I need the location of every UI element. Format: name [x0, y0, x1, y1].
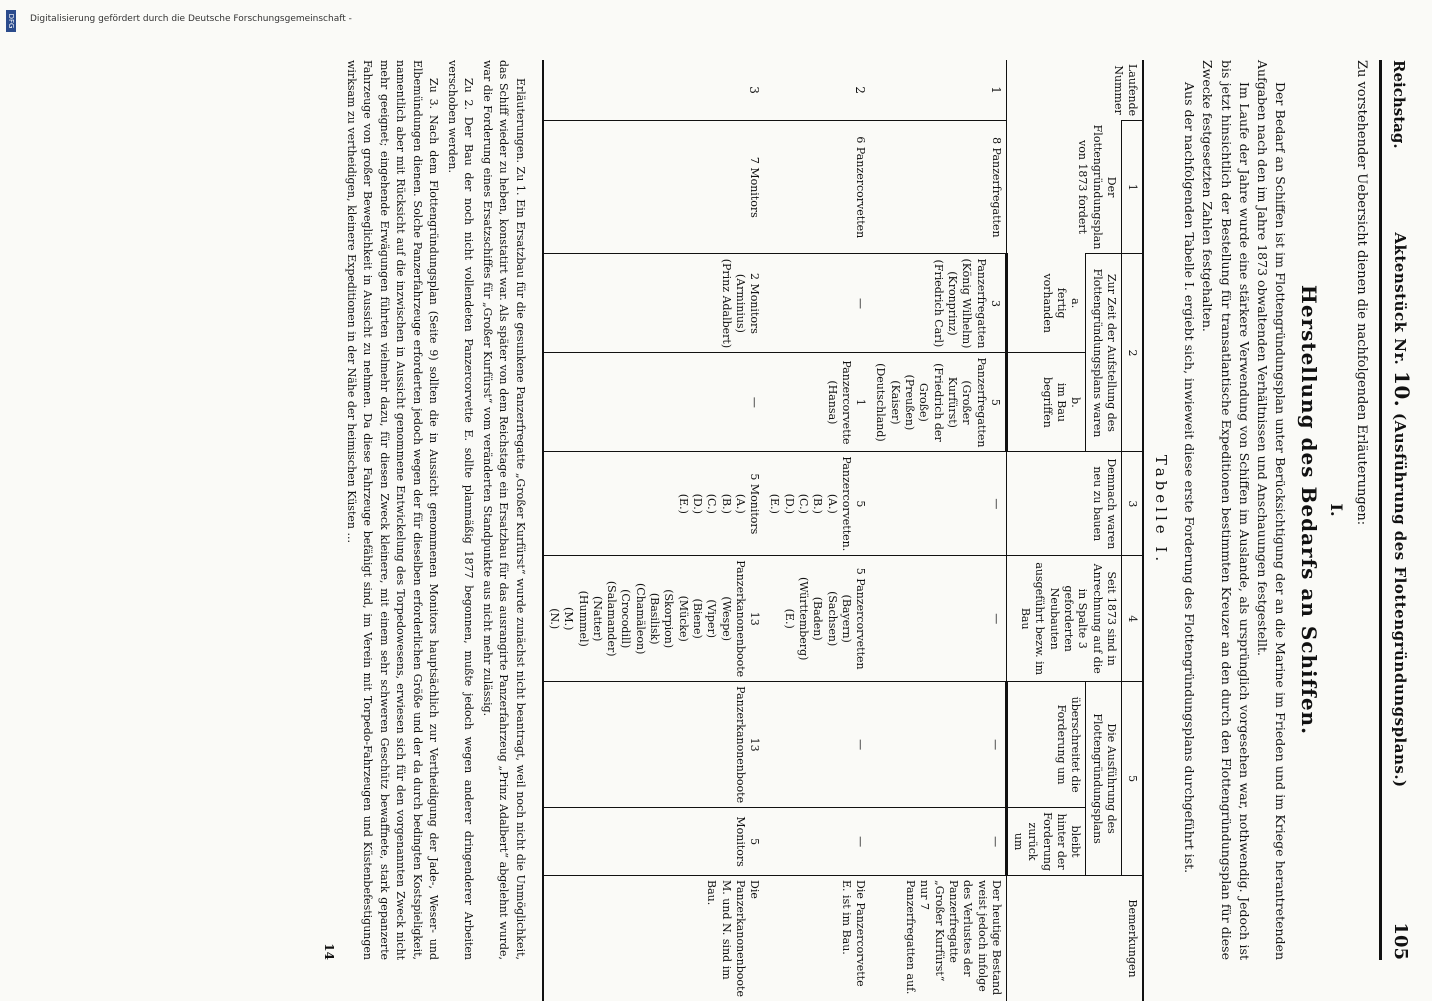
header-col1: Der Flottengründungsplan von 1873 fordert: [1006, 121, 1121, 254]
cell-line: (Chamäleon): [633, 583, 647, 655]
note-paragraph: Zu 3. Nach dem Flottengründungsplan (Seite 9) sollten die in Aussicht genommenen Monitors hauptsächlich zur Vertheidigung der Jade-, Weser- und Elbemündungen dienen. Solche Panzerfahrzeuge erforderten jedoch wegen der für dieselben erforderlichen Größe und der da durch bedingten Kostspieligkeit, namentlich aber mit Rücksicht auf die inzwischen in Aussicht genommene Entwickelung des Torpedowesens, erwiesen sich für den vorgenannten Zweck nicht mehr geeignet; eingehende Erwägungen führten vielmehr dazu, für diesen Zweck kleinere, mit einem sehr schweren Geschütz bewaffnete, stark gepanzerte Fahrzeuge von großer Beweglichkeit in Aussicht zu nehmen. Da diese Fahrzeuge befähigt sind, im Verein mit Torpedo-Fahrzeugen und Küstenbefestigungen wirksam zu vertheidigen, kleinere Expeditionen in der Nähe der heimischen Küsten ...: [344, 60, 441, 960]
section-number: I.: [1327, 503, 1346, 517]
cell-line: —: [748, 396, 762, 408]
cell-under-construction: [870, 353, 1006, 452]
cell-exceeds: —: [764, 682, 870, 808]
table-row: [543, 60, 764, 1001]
cell-to-build: [543, 452, 764, 556]
cell-demand: 6 Panzercorvetten: [764, 121, 870, 254]
cell-line: (Deutschland): [874, 363, 888, 442]
header-col2: Zur Zeit der Aufstellung des Flottengründungsplans waren: [1086, 254, 1122, 452]
cell-line: (Prinz Adalbert): [719, 258, 733, 349]
header-col2a-label: a.: [1069, 298, 1083, 309]
cell-under-construction: [543, 353, 764, 452]
cell-line: (König Wilhelm): [960, 258, 974, 349]
cell-falls-short: 5 Monitors: [543, 808, 764, 876]
header-col3: Demnach waren neu zu bauen: [1006, 452, 1121, 556]
running-header: [1384, 60, 1418, 960]
cell-line: (Sachsen): [825, 591, 839, 647]
cell-line: (N.): [547, 608, 561, 630]
cell-line: (Friedrich Carl): [931, 259, 945, 348]
cell-line: (A.): [825, 493, 839, 514]
cell-remarks: Der heutige Bestand weist jedoch infolge des Verlustes der Panzerfregatte „Großer Kurfürst“ nur 7 Panzerfregatten auf.: [870, 876, 1006, 1001]
colnum-3: 3: [1121, 452, 1143, 556]
cell-line: (B.): [719, 493, 733, 514]
cell-demand: 8 Panzerfregatten: [870, 121, 1006, 254]
footer-page-number: 14: [322, 943, 337, 960]
cell-under-construction: [764, 353, 870, 452]
cell-line: (Wespe): [719, 596, 733, 642]
cell-line: 3 Panzerfregatten: [974, 258, 1002, 349]
cell-line: (Arminius): [733, 273, 747, 333]
cell-line: (Württemberg): [797, 576, 811, 661]
cell-line: 5 Panzerfregatten: [974, 357, 1002, 448]
cell-to-build: [764, 452, 870, 556]
cell-line: (D.): [690, 493, 704, 515]
cell-line: (D.): [782, 493, 796, 515]
colnum-5: 5: [1121, 682, 1143, 876]
header-col2b: [1006, 353, 1085, 452]
notes: [342, 60, 528, 960]
cell-existing: [870, 254, 1006, 353]
table-label: Tabelle I.: [1152, 454, 1171, 566]
cell-remarks: Die Panzerkanonenboote M. und N. sind im Bau.: [543, 876, 764, 1001]
header-col5a: überschreitet die Forderung um: [1006, 682, 1085, 808]
cell-line: (Basilisk): [648, 592, 662, 645]
colnum-4: 4: [1121, 556, 1143, 682]
cell-line: (Salamander): [605, 580, 619, 657]
note-paragraph: Erläuterungen. Zu 1. Ein Ersatzbau für die gesunkene Panzerfregatte „Großer Kurfürst“ wurde zunächst nicht beantragt, weil noch nicht die Unmöglichkeit, das Schiff wieder zu heben, konstatirt war. Als später von dem Reichstage ein Ersatzbau für das ausrangirte Panzerfahrzeug „Prinz Adalbert“ abgelehnt wurde, war die Forderung eines Ersatzschiffes für „Großer Kurfürst“ vom veränderten Standpunkte aus nicht mehr zulässig.: [480, 60, 527, 960]
header-rule: [1379, 60, 1382, 960]
row-number: 1: [988, 86, 1003, 94]
cell-line: (Biene): [690, 598, 704, 639]
header-center-prefix: Aktenstück Nr.: [1391, 232, 1409, 366]
cell-exceeds: —: [870, 682, 1006, 808]
note-paragraph: Zu 2. Der Bau der noch nicht vollendeten Panzercorvette E. sollte planmäßig 1877 begonnen, mußte jedoch wegen anderer dringenderer Arbeiten verschoben werden.: [445, 60, 476, 960]
paragraph: Der Bedarf an Schiffen ist im Flottengründungsplan unter Berücksichtigung der an die Marine im Frieden und im Kriege herantretenden Aufgaben nach den im Jahre 1873 obwaltenden Verhältnissen und Anschauungen festgestellt.: [1254, 60, 1288, 960]
cell-existing: [764, 254, 870, 353]
header-col2b-text: im Bau begriffen: [1040, 377, 1069, 428]
header-left: Reichstag.: [1390, 60, 1408, 149]
paragraph: Im Laufe der Jahre wurde eine stärkere Verwendung von Schiffen im Auslande, als ursprünglich vorgesehen war, nothwendig. Jedoch ist bis jetzt hinsichtlich der Bestellung für transatlantische Expeditionen bestimmten Kreuzer an den durch den Flottengründungsplan für diese Zwecke festgesetzten Zahlen festgehalten.: [1200, 60, 1252, 960]
cell-line: (E.): [676, 493, 690, 514]
section-title: Herstellung des Bedarfs an Schiffen.: [1297, 284, 1321, 736]
cell-built-since-1873: [870, 556, 1006, 682]
cell-line: 1 Panzercorvette: [839, 360, 868, 445]
cell-line: (C.): [797, 493, 811, 514]
header-center-number: 10.: [1390, 370, 1414, 408]
cell-line: (Mücke): [676, 595, 690, 642]
cell-line: 13 Panzerkanonenboote: [733, 560, 762, 678]
cell-line: (Hummel): [576, 590, 590, 647]
cell-line: (Viper): [705, 599, 719, 639]
header-col2a-text: fertig vorhanden: [1040, 273, 1069, 333]
cell-line: 5 Panzercorvetten.: [839, 456, 868, 552]
cell-exceeds: 13 Panzerkanonenboote: [543, 682, 764, 808]
cell-line: (Kaiser): [888, 380, 902, 425]
cell-line: (M.): [562, 607, 576, 631]
cell-line: —: [989, 498, 1003, 510]
table-body: [543, 60, 1007, 1001]
dfg-logo: DFG: [6, 10, 16, 32]
cell-to-build: [870, 452, 1006, 556]
row-number: 3: [543, 60, 764, 121]
cell-built-since-1873: [543, 556, 764, 682]
header-center-suffix: (Ausführung des Flottengründungsplans.): [1391, 413, 1409, 788]
header-col2a: [1006, 254, 1085, 353]
cell-line: (Hansa): [825, 380, 839, 425]
intro-text: Zu vorstehender Uebersicht dienen die nachfolgenden Erläuterungen:: [1354, 60, 1369, 526]
header-center: [1384, 232, 1414, 787]
cell-line: —: [989, 613, 1003, 625]
cell-line: (Crocodill): [619, 589, 633, 649]
header-bemerkungen: Bemerkungen: [1006, 876, 1143, 1001]
cell-existing: [543, 254, 764, 353]
cell-line: (B.): [811, 493, 825, 514]
cell-demand: 7 Monitors: [543, 121, 764, 254]
header-col5b: bleibt hinter der Forderung zurück um: [1006, 808, 1085, 876]
cell-line: (Natter): [590, 596, 604, 642]
cell-line: (Friedrich der Große): [917, 363, 945, 442]
cell-line: (Baden): [811, 596, 825, 641]
cell-line: (Kronprinz): [945, 271, 959, 336]
cell-falls-short: —: [764, 808, 870, 876]
page-number: 105: [1390, 922, 1411, 960]
cell-line: 2 Monitors: [748, 272, 762, 334]
header-col2b-label: b.: [1069, 397, 1083, 408]
cell-line: (Großer Kurfürst): [945, 376, 974, 428]
cell-line: —: [854, 297, 868, 309]
cell-line: (A.): [733, 493, 747, 514]
cell-remarks: Die Panzercorvette E. ist im Bau.: [764, 876, 870, 1001]
ships-table: [542, 60, 1145, 1001]
header-col4: Seit 1873 sind in Anrechnung auf die in Spalte 3 geforderten Neubauten ausgeführt bezw. im Bau: [1006, 556, 1121, 682]
cell-line: (E.): [782, 608, 796, 629]
paragraph: Aus der nachfolgenden Tabelle I. ergiebt sich, inwieweit diese erste Forderung des Flottengründungsplans durchgeführt ist.: [1182, 82, 1198, 874]
cell-line: 5 Panzercorvetten: [854, 567, 868, 670]
cell-built-since-1873: [764, 556, 870, 682]
cell-line: (Preußen): [903, 374, 917, 431]
colnum-1: 1: [1121, 121, 1143, 254]
header-lfd: Laufende Nummer: [1006, 60, 1143, 121]
cell-falls-short: —: [870, 808, 1006, 876]
row-number: 2: [853, 86, 868, 94]
digitization-credit: Digitalisierung gefördert durch die Deutsche Forschungsgemeinschaft -: [30, 14, 352, 24]
table-row: [764, 60, 870, 1001]
colnum-2: 2: [1121, 254, 1143, 452]
cell-line: (E.): [768, 493, 782, 514]
cell-line: 5 Monitors: [748, 473, 762, 535]
cell-line: (C.): [705, 493, 719, 514]
cell-line: (Skorpion): [662, 589, 676, 649]
table-row: [870, 60, 1006, 1001]
header-col5: Die Ausführung des Flottengründungsplans: [1086, 682, 1122, 876]
cell-line: (Bayern): [839, 594, 853, 643]
